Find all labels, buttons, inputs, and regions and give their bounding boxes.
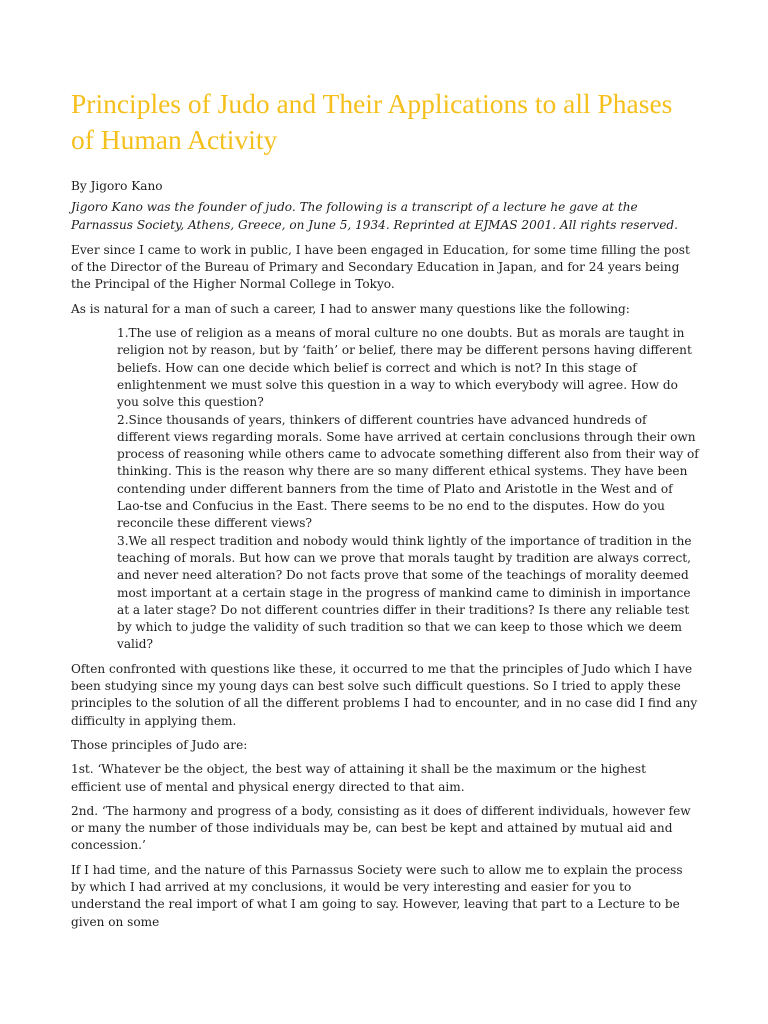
body-paragraph: As is natural for a man of such a career, I had to answer many questions like the following: (71, 301, 630, 316)
intro-note: Jigoro Kano was the founder of judo. The following is a transcript of a lecture he gave at the Parnassus Society, Athens, Greece, on June 5, 1934. Reprinted at EJMAS 2001. All rights reserved. (71, 200, 678, 232)
principle-paragraph: 2nd. ‘The harmony and progress of a body, consisting as it does of different individuals, however few or many the number of those individuals may be, can best be kept and attained by mutual aid and concession.’ (71, 803, 691, 853)
body-paragraph: Ever since I came to work in public, I have been engaged in Education, for some time filling the post of the Director of the Bureau of Primary and Secondary Education in Japan, and for 24 years being the Principal of the Higher Normal College in Tokyo. (71, 242, 690, 292)
document-title: Principles of Judo and Their Applications to all Phases of Human Activity (71, 88, 673, 155)
question-item: 3.We all respect tradition and nobody would think lightly of the importance of tradition in the teaching of morals. But how can we prove that morals taught by tradition are always correct, and never need alteration? Do not facts prove that some of the teachings of morality deemed most important at a certain stage in the progress of mankind came to diminish in importance at a later stage? Do not different countries differ in their traditions? Is there any reliable test by which to judge the validity of such tradition so that we can keep to those which we deem valid? (117, 533, 692, 652)
question-list (117, 325, 699, 654)
body-paragraph: If I had time, and the nature of this Parnassus Society were such to allow me to explain the process by which I had arrived at my conclusions, it would be very interesting and easier for you to understand the real import of what I am going to say. However, leaving that part to a Lecture to be given on some (71, 862, 683, 929)
principle-paragraph: 1st. ‘Whatever be the object, the best way of attaining it shall be the maximum or the highest efficient use of mental and physical energy directed to that aim. (71, 762, 646, 794)
question-item: 1.The use of religion as a means of moral culture no one doubts. But as morals are taught in religion not by reason, but by ‘faith’ or belief, there may be different persons having different beliefs. How can one decide which belief is correct and which is not? In this stage of enlightenment we must solve this question in a way to which everybody will agree. How do you solve this question? (117, 326, 692, 410)
body-paragraph: Those principles of Judo are: (71, 737, 248, 752)
body-paragraph: Often confronted with questions like these, it occurred to me that the principles of Judo which I have been studying since my young days can best solve such difficult questions. So I tried to apply these principles to the solution of all the different problems I had to encounter, and in no case did I find any difficulty in applying them. (71, 661, 698, 728)
author-byline: By Jigoro Kano (71, 179, 163, 193)
question-item: 2.Since thousands of years, thinkers of different countries have advanced hundreds of different views regarding morals. Some have arrived at certain conclusions through their own process of reasoning while others came to advocate something different also from their way of thinking. This is the reason why there are so many different ethical systems. They have been contending under different banners from the time of Plato and Aristotle in the West and of Lao-tse and Confucius in the East. There seems to be no end to the disputes. How do you reconcile these different views? (117, 412, 699, 531)
document-page (71, 86, 699, 938)
